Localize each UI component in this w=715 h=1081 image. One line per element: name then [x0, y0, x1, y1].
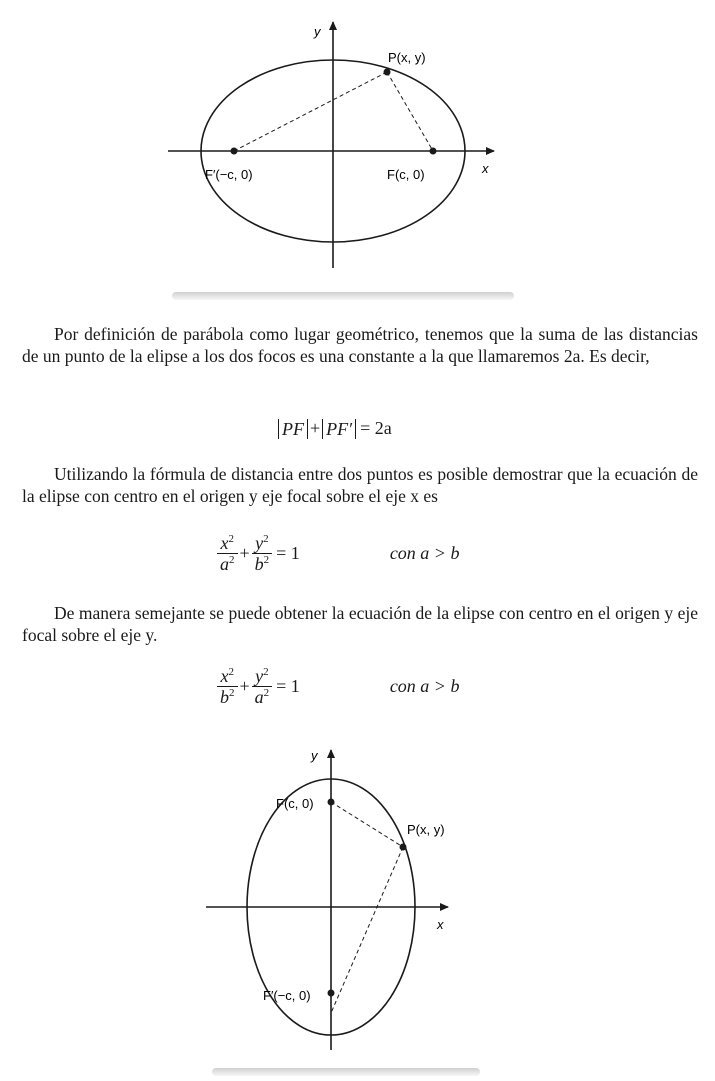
focus-top-label: F(c, 0): [276, 796, 314, 811]
paragraph-definition: Por definición de parábola como lugar geométrico, tenemos que la suma de las distancias de un punto de la elipse a los dos focos es una constante a la que llamaremos 2a. Es decir,: [22, 324, 698, 366]
equation-rhs: = 2a: [360, 418, 392, 438]
x-axis-label: x: [482, 161, 489, 176]
figure1-shadow: [172, 292, 514, 300]
x-axis-label: x: [437, 917, 444, 932]
equals-one: = 1: [276, 543, 300, 563]
point-p: [384, 69, 391, 76]
plus-sign: +: [239, 676, 250, 696]
dashed-line-pf: [331, 802, 403, 847]
plus-sign: +: [239, 543, 250, 563]
point-p-label: P(x, y): [407, 822, 445, 837]
focus-left-point: [231, 148, 238, 155]
plus-sign: +: [310, 418, 321, 438]
vertical-ellipse-figure: [0, 740, 715, 1080]
dashed-line-pf-prime: [234, 72, 387, 151]
y-axis-label: y: [314, 24, 321, 39]
paragraph-vertical-axis: De manera semejante se puede obtener la ecuación de la elipse con centro en el origen y eje focal sobre el eje y.: [22, 603, 698, 645]
focus-left-label: F′(−c, 0): [205, 167, 253, 182]
focus-right-label: F(c, 0): [387, 167, 425, 182]
figure2-shadow: [212, 1068, 480, 1076]
equation-ellipse-vertical: [215, 666, 459, 707]
paragraph-distance-formula: Utilizando la fórmula de distancia entre dos puntos es posible demostrar que la ecuación de la elipse con centro en el origen y eje focal sobre el eje x es: [22, 464, 698, 506]
point-p: [400, 844, 407, 851]
y-axis-label: y: [311, 748, 318, 763]
equation-focal-sum: [278, 418, 392, 439]
point-p-label: P(x, y): [388, 50, 426, 65]
horizontal-ellipse-figure: [0, 0, 715, 300]
equals-one: = 1: [276, 676, 300, 696]
focus-right-point: [430, 148, 437, 155]
dashed-line-pf-prime: [331, 847, 403, 1013]
focus-top-point: [328, 799, 335, 806]
focus-bottom-point: [328, 990, 335, 997]
focus-bottom-label: F′(−c, 0): [263, 988, 311, 1003]
distance-pf-prime: PF′: [322, 419, 356, 439]
dashed-line-pf: [387, 72, 433, 151]
fraction-x-over-a: $\frac{x^2}{a^2}$: [217, 533, 238, 574]
fraction-y-over-a: $\frac{y^2}{a^2}$: [252, 666, 273, 707]
distance-pf: PF: [278, 419, 308, 439]
fraction-x-over-b: $\frac{x^2}{b^2}$: [217, 666, 238, 707]
fraction-y-over-b: $\frac{y^2}{b^2}$: [252, 533, 273, 574]
condition-text: con a > b: [389, 676, 460, 696]
equation-ellipse-horizontal: [215, 533, 459, 574]
condition-text: con a > b: [389, 543, 460, 563]
